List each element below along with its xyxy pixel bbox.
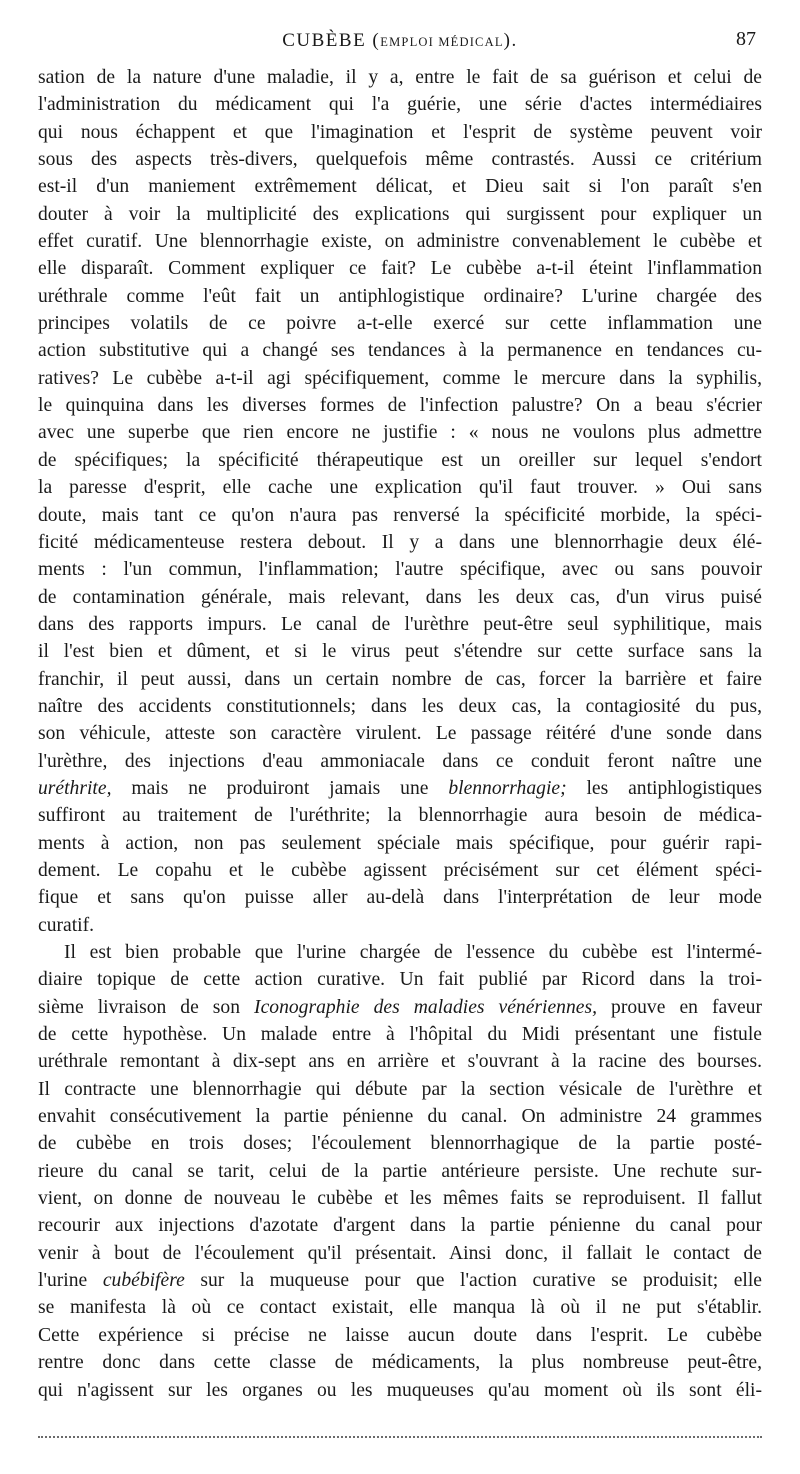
text-line: elle disparaît. Comment expliquer ce fait? Le cubèbe a-t-il éteint l'inflammation (38, 258, 762, 280)
text-line: ratives? Le cubèbe a-t-il agi spécifiquement, comme le mercure dans la syphilis, (38, 367, 762, 389)
text-line: sième livraison de son Iconographie des maladies vénériennes, prouve en faveur (38, 996, 762, 1018)
italic-term: cubébifère (102, 1270, 185, 1292)
text-line: recourir aux injections d'azotate d'argent dans la partie pénienne du canal pour (38, 1215, 762, 1237)
text-line: doute, mais tant ce qu'on n'aura pas renversé la spécificité morbide, la spéci- (38, 504, 762, 526)
text-line: fique et sans qu'on puisse aller au-delà dans l'interprétation de leur mode (38, 887, 762, 909)
text-line: Il contracte une blennorrhagie qui débute par la section vésicale de l'urèthre et (38, 1078, 762, 1100)
text-line: Cette expérience si précise ne laisse aucun doute dans l'esprit. Le cubèbe (38, 1324, 762, 1346)
text-line: la paresse d'esprit, elle cache une explication qu'il faut trouver. » Oui sans (38, 477, 762, 499)
footer-dotted-rule (38, 1436, 762, 1438)
text-line: principes volatils de ce poivre a-t-elle exercé sur cette inflammation une (38, 313, 762, 335)
text-line: envahit consécutivement la partie pénienne du canal. On administre 24 grammes (38, 1106, 762, 1128)
italic-term: blennorrhagie; (448, 777, 567, 799)
text-line: de cette hypothèse. Un malade entre à l'hôpital du Midi présentant une fistule (38, 1024, 762, 1046)
italic-title: Iconographie des maladies vénériennes, (254, 996, 597, 1018)
text-line: son véhicule, atteste son caractère virulent. Le passage réitéré d'une sonde dans (38, 723, 762, 745)
text-line: de spécifiques; la spécificité thérapeutique est un oreiller sur lequel s'endort (38, 449, 762, 471)
page-header (38, 26, 762, 54)
text-line: venir à bout de l'écoulement qu'il présentait. Ainsi donc, il fallait le contact de (38, 1242, 762, 1264)
paragraph-1 (38, 64, 762, 939)
running-title-main: CUBÈBE ( (282, 30, 381, 51)
text-line: l'urine cubébifère sur la muqueuse pour que l'action curative se produisit; elle (38, 1270, 762, 1292)
text-line: rieure du canal se tarit, celui de la partie antérieure persiste. Une rechute sur- (38, 1160, 762, 1182)
text-line: uréthrite, mais ne produiront jamais une blennorrhagie; les antiphlogistiques (38, 777, 762, 799)
text-line: il l'est bien et dûment, et si le virus peut s'étendre sur cette surface sans la (38, 641, 762, 663)
text-line: ments : l'un commun, l'inflammation; l'autre spécifique, avec ou sans pouvoir (38, 559, 762, 581)
text-line: Il est bien probable que l'urine chargée de l'essence du cubèbe est l'intermé- (64, 942, 762, 963)
text-line: ments à action, non pas seulement spéciale mais spécifique, pour guérir rapi- (38, 832, 762, 854)
text-line: le quinquina dans les diverses formes de l'infection palustre? On a beau s'écrier (38, 395, 762, 417)
text-line: qui nous échappent et que l'imagination et l'esprit de système peuvent voir (38, 121, 762, 143)
page-number: 87 (736, 28, 756, 50)
text-line: rentre donc dans cette classe de médicaments, la plus nombreuse peut-être, (38, 1352, 762, 1374)
text-line: sation de la nature d'une maladie, il y a, entre le fait de sa guérison et celui de (38, 67, 762, 88)
text-line: de cubèbe en trois doses; l'écoulement blennorrhagique de la partie posté- (38, 1133, 762, 1155)
body-text (38, 64, 762, 1404)
text-line: naître des accidents constitutionnels; dans les deux cas, la contagiosité du pus, (38, 695, 762, 717)
text-line: est-il d'un maniement extrêmement délicat, et Dieu sait si l'on paraît s'en (38, 176, 762, 198)
text-line: sous des aspects très-divers, quelquefois même contrastés. Aussi ce critérium (38, 149, 762, 171)
text-line: diaire topique de cette action curative. Un fait publié par Ricord dans la troi- (38, 969, 762, 991)
running-title-end: ). (503, 30, 518, 51)
text-line: action substitutive qui a changé ses tendances à la permanence en tendances cu- (38, 340, 762, 362)
text-line: de contamination générale, mais relevant, dans les deux cas, d'un virus puisé (38, 586, 762, 608)
text-line: l'administration du médicament qui l'a guérie, une série d'actes intermédiaires (38, 94, 762, 116)
text-line: uréthrale comme l'eût fait un antiphlogistique ordinaire? L'urine chargée des (38, 285, 762, 307)
text-line: curatif. (38, 914, 95, 936)
text-line: ficité médicamenteuse restera debout. Il y a dans une blennorrhagie deux élé- (38, 531, 762, 553)
text-line: l'urèthre, des injections d'eau ammoniacale dans ce conduit feront naître une (38, 750, 762, 772)
text-line: qui n'agissent sur les organes ou les muqueuses qu'au moment où ils sont éli- (38, 1379, 762, 1401)
text-line: effet curatif. Une blennorrhagie existe, on administre convenablement le cubèbe et (38, 231, 762, 253)
text-line: suffiront au traitement de l'uréthrite; la blennorrhagie aura besoin de médica- (38, 805, 762, 827)
running-title-subtitle: EMPLOI MÉDICAL (380, 35, 504, 49)
text-line: franchir, il peut aussi, dans un certain nombre de cas, forcer la barrière et faire (38, 668, 762, 690)
text-line: vient, on donne de nouveau le cubèbe et les mêmes faits se reproduisent. Il fallut (38, 1188, 762, 1210)
running-title (38, 30, 762, 52)
text-line: se manifesta là où ce contact existait, elle manqua là où il ne put s'établir. (38, 1297, 762, 1319)
text-line: uréthrale remontant à dix-sept ans en arrière et s'ouvrant à la racine des bourses. (38, 1051, 762, 1073)
text-line: avec une superbe que rien encore ne justifie : « nous ne voulons plus admettre (38, 422, 762, 444)
text-line: dement. Le copahu et le cubèbe agissent précisément sur cet élément spéci- (38, 859, 762, 881)
italic-term: uréthrite, (38, 777, 112, 799)
paragraph-2 (38, 939, 762, 1404)
text-line: dans des rapports impurs. Le canal de l'urèthre peut-être seul syphilitique, mais (38, 613, 762, 635)
text-line: douter à voir la multiplicité des explications qui surgissent pour expliquer un (38, 203, 762, 225)
